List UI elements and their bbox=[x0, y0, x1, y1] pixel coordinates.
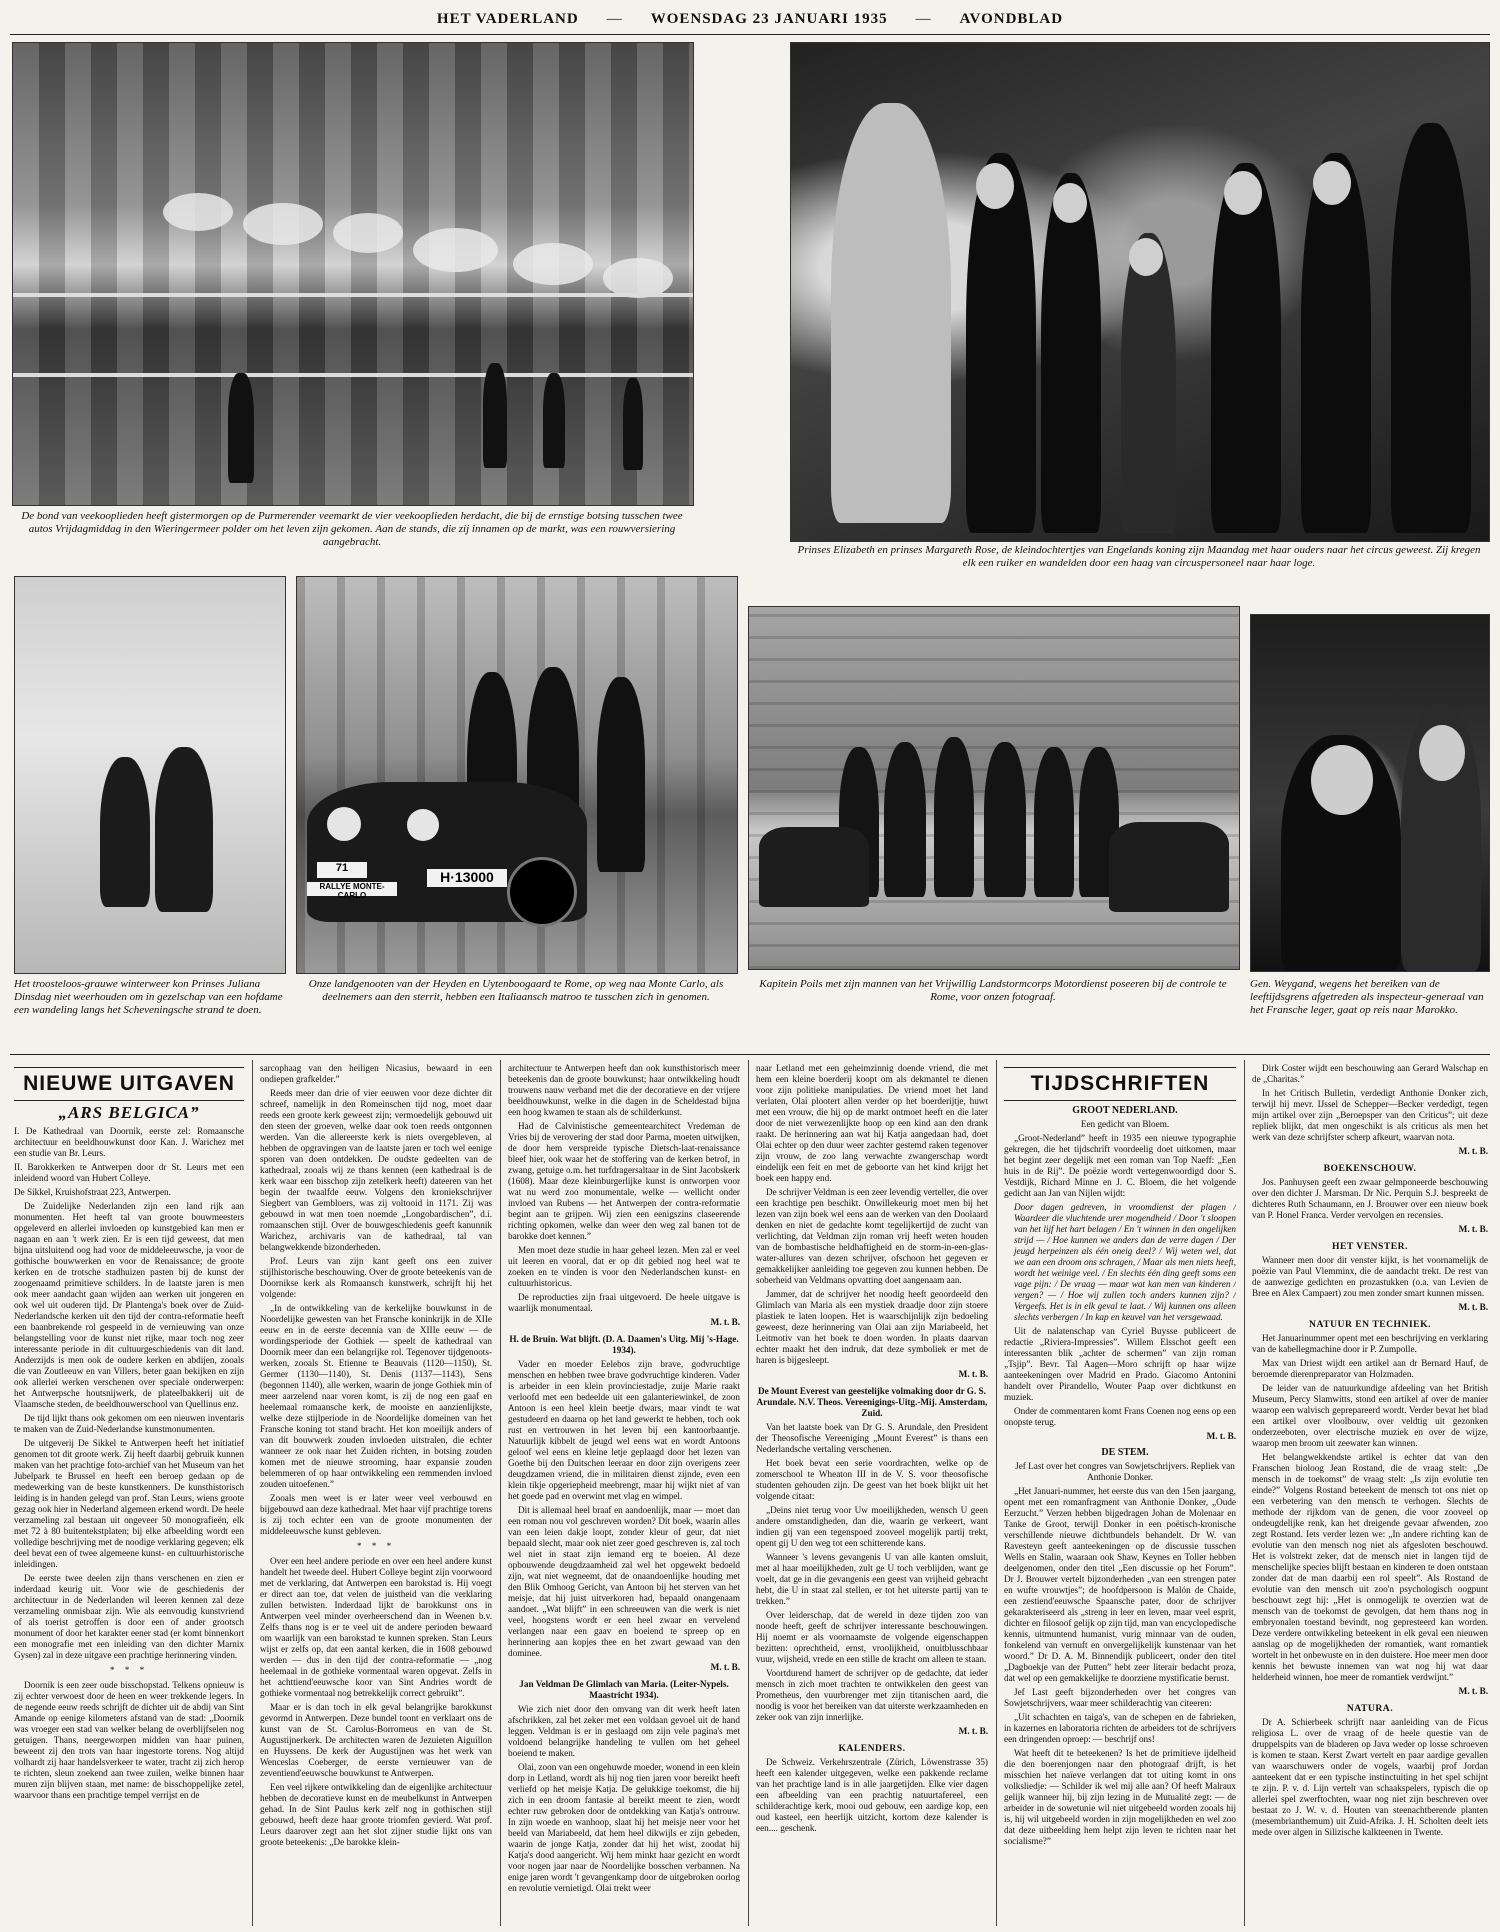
caption-cattle-market: De bond van veekooplieden heeft gistermorgen op de Purmerender veemarkt de vier veekooplieden herdacht, die bij de ernstige botsing tusschen twee autos Vrijdagmiddag in den Wieringermeer polder om het leven zijn gekomen. Aan de stands, die zij innamen op de markt, was een rouwversiering aangebracht. bbox=[21, 510, 683, 548]
edition-name: AVONDBLAD bbox=[959, 10, 1064, 27]
caption-rally-car: Onze landgenooten van der Heyden en Uytenboogaard te Rome, op weg naa Monte Carlo, als deelnemers aan den sterrit, hebben een Italiaansch matroo te tusschen zich in genomen. bbox=[308, 978, 724, 1003]
author-signature: M. t. B. bbox=[710, 1317, 740, 1327]
paragraph: Over een heel andere periode en over een heel andere kunst handelt het tweede deel. Hubert Colleye begint zijn voorwoord met de verklaring, dat Antwerpen een barokstad is. Hij voegt er direct aan toe, dat velen de juistheid van die verklaring zullen betwisten. Inderdaad lijkt de barokkunst ons in Antwerpen veel minder overheerschend dan in Weenen b.v. Zelfs thans nog is er te veel uit de andere perioden bewaard om waarlijk van een barokstad te kunnen spreken. Stan Leurs wijst er zelfs op, dat een aantal kerken, die in 1608 gebouwd werden — dus in den tijd der contra-reformatie — „nog heelemaal in de gothieke vormentaal waren opgevat. Zelfs in het achttiend'eeuwsche koor van Sint Andries wordt de gothieke vormentaal nog betrekkelijk correct gebruikt”. bbox=[260, 1556, 492, 1698]
column-book-reviews-continued bbox=[756, 1063, 988, 1925]
caption-general-weygand: Gen. Weygand, wegens het bereiken van de leeftijdsgrens afgetreden als inspecteur-generaal van het Fransche leger, gaat op reis naar Marokko. bbox=[1250, 978, 1484, 1016]
column-book-reviews bbox=[508, 1063, 740, 1925]
quotation: Wanneer 's levens gevangenis U van alle kanten omsluit, met al haar moeilijkheden, zult ge U toch verblijden, want ge voelt, dat ge in die gevangenis een geest van vrijheid gebracht hebt, die U in staat zal stellen, er tot het uiterste partij van te trekken.” bbox=[756, 1552, 988, 1606]
masthead-separator: — bbox=[915, 10, 932, 27]
author-signature: M. t. B. bbox=[958, 1726, 988, 1736]
review-heading: H. de Bruin. Wat blijft. (D. A. Daamen's Uitg. Mij 's-Hage. 1934). bbox=[509, 1334, 739, 1355]
photo-cattle-market bbox=[12, 42, 694, 506]
paragraph: Doornik is een zeer oude bisschopstad. Telkens opnieuw is zij echter verwoest door de heen en weer trekkende legers. In de negende eeuw reeds schrijft de dichter uit de abdij van Sint Amande op eenige kilometers afstand van de stad: „Doornik was vroeger een stad van welker belang de overblijfselen nog getuigen. Thans, neergeworpen midden van haar puinen, beweent zij den trots van haar ingestorte torens. Nog altijd volhardt zij haar handelsverkeer te water, tracht zij zich herop te richten, sleun zoekend aan twee zuilen, welke binnen haar muren zijn blijven staan, met name: de bisschoppelijke zetel, waarvoor thans een prachtige tempel verrijst en de bbox=[14, 1680, 244, 1800]
column-rule bbox=[748, 1060, 749, 1926]
column-rule bbox=[996, 1060, 997, 1926]
paragraph: naar Letland met een geheimzinnig doende vriend, die met hem een kleine boerderij koopt om als dekmantel te dienen voor zijn politieke manipulaties. De vriend moet het land verlaten, Olai plootert allen verder op het boerderijtje, huwt met een vrouw, die hij op de markt ontmoet heeft en die later door de niet verwezenlijkte hoop op een kind aan den drank raakt. De herinnering aan wat hij Katja aangedaan had, doet Olai echter op den duur weer zachter gestemd raken tegenover zijn vrouw, de zoo lang verwachte zwangerschap wordt eindelijk een feit en met de geboorte van het kind krijgt het boek een happy end. bbox=[756, 1063, 988, 1183]
paragraph: Men moet deze studie in haar geheel lezen. Men zal er veel uit leeren en vooral, dat er op dit gebied nog heel wat te zoeken en te vinden is voor den Nederlandschen kunst- en cultuurhistoricus. bbox=[508, 1245, 740, 1288]
license-plate: H·13000 bbox=[427, 869, 507, 887]
quotation: Wat heeft dit te beteekenen? Is het de primitieve ijdelheid die den boerenjongen naar den photograaf drijft, is het misschien het naïeve verlangen dat tot uiting komt in ons volksliedje: — Schilder ik wel mij alle aan? Of heeft Malraux gelijk wanneer hij, bij zijn lezing in de Mutualité zegt: — de arbeider in de sowetunie wil niet uitgebeeld worden zooals hij is, hij wil uitgebeeld worden in zijn mogelijkheden en wel zoo dat deze uitbeelding hem helpt zijn leven te richten naar het socialisme?” bbox=[1004, 1748, 1236, 1846]
magazine-heading: NATURA. bbox=[1346, 1703, 1394, 1714]
paragraph: Onder de commentaren komt Frans Coenen nog eens op een onopste terug. bbox=[1004, 1406, 1236, 1427]
paragraph: De Zuidelijke Nederlanden zijn een land rijk aan monumenten. Het heeft tal van groote bouwmeesters opgeleverd en allerlei invloeden op kunstgebied kan men er nagaan en aan 't werk zien. Er is een tijd geweest, dat men bijna uitsluitend oog had voor de middeleeuwsche, ja voor de gothische bouwwerken en voor de Renaissance; de groote kerken en de trotsche stadhuizen pasten bij de kunst der zoogenaamd primitieve schilders. In de laatste jaren is men ook meer aandacht gaan wijden aan werken uit jongeren en ook wel uit ouderen tijd. Dr Plantenga's boek over de Zuid-Nederlandsche kerken uit den tijd der contra-reformatie heeft een baanbrekende rol gespeeld in de vernieuwing van onze belangstelling voor de kunst niet rijke, maar toch nog zeer interessante periode in dit cultuurgeschiedenis van dit land. Anderzijds is men ook de oudere kerken en abdijen, zooals die van Zoutleeuw en van Villers, beter gaan bekijken en zijn ook allerlei werken verschenen over speciale onderwerpen: het Antwerpsche houtsnijwerk, de plateelbakkerij uit de Vlaamsche steden, de beeldhouwerschool van Quellinus enz. bbox=[14, 1201, 244, 1409]
magazine-heading: HET VENSTER. bbox=[1331, 1241, 1409, 1252]
column-nieuwe-uitgaven bbox=[14, 1063, 244, 1925]
author-signature: M. t. B. bbox=[1458, 1302, 1488, 1312]
paragraph: Van het laatste boek van Dr G. S. Arundale, den President der Theosofische Vereeniging „Mount Everest” is thans een Nederlandsche vertaling verschenen. bbox=[756, 1422, 988, 1454]
paragraph: Dirk Coster wijdt een beschouwing aan Gerard Walschap en de „Charitas.” bbox=[1252, 1063, 1488, 1084]
paragraph: De schrijver Veldman is een zeer levendig verteller, die over een krachtige pen beschikt. Onwillekeurig moet men bij het lezen van zijn boek wel eens aan de werken van den Doolaard denken en niet de gedachte komt tegelijkertijd de zucht van verlichting, dat Veldman zijn roman vrij heeft weten houden van de bombastische heldhaftigheid en de storm-in-een-glas-water-allures van dezen schrijver, ofschoon het gegeven er gemakkelijker aanleiding toe gegeven zou kunnen hebben. De soberheid van Veldmans opvatting doet aangenaam aan. bbox=[756, 1187, 988, 1285]
paragraph: De reproducties zijn fraai uitgevoerd. De heele uitgave is waarlijk monumentaal. bbox=[508, 1292, 740, 1313]
paragraph: Jos. Panhuysen geeft een zwaar gelmponeerde beschouwing over den dichter J. Marsman. Dr Nic. Perquin S.J. bespreekt de dichteres Ruth Schaumann, en J. Brouwer over een nieuw boek van P. Honel Franca. Verder vervolgen en recensies. bbox=[1252, 1177, 1488, 1220]
rally-plate: RALLYE MONTE-CARLO bbox=[307, 882, 397, 896]
quotation: „Uit schachten en taiga's, van de schepen en de fabrieken, in kazernes en laboratoria richten de arbeiders tot de schrijvers een dringenden oproep: — beschrijf ons! bbox=[1004, 1712, 1236, 1744]
photo-rally-car-rome bbox=[296, 576, 738, 974]
paragraph: De eerste twee deelen zijn thans verschenen en zien er inderdaad keurig uit. Voor wie de geschiedenis der architectuur in de Nederlanden wil leeren kennen zal deze verzameling onmisbaar zijn. Wie als eenvoudig kunstvriend of als toerist getroffen is door een of ander grootsch monument of door het karakter eener stad (er komt binnenkort een monografie met een inleiding van den dichter Marnix Gysen) zal in deze uitgave een prachtige herinnering vinden. bbox=[14, 1573, 244, 1660]
paragraph: In het Critisch Bulletin, verdedigt Anthonie Donker zich, terwijl hij mevr. IJssel de Schepper—Becker verdedigt, tegen mijn artikel over zijn „Beroepsper van den Criticus”; uit deze repliek blijkt, dat men ongeschikt is als criticus als men het werk van deze schrijfster scherp afkeurt, waarvan nota. bbox=[1252, 1088, 1488, 1142]
paragraph: Zooals men weet is er later weer veel verbouwd en bijgebouwd aan deze kathedraal. Met haar vijf prachtige torens is zij toch echter een van de groote monumenten der middeleeuwsche kunst gebleven. bbox=[260, 1493, 492, 1536]
paragraph: De leider van de natuurkundige afdeeling van het British Museum, Percy Slamwitts, stond een artikel af over de manier waarop een walvisch geprepareerd wordt. Verder bevat het blad een artikel over vloolbouw, over veldtig uit gezonken onderzeeboten, over electrische muziek en over de wijze, waarop men broom uit zeewater kan winnen. bbox=[1252, 1383, 1488, 1448]
author-signature: M. t. B. bbox=[1206, 1431, 1236, 1441]
paragraph: Een veel rijkere ontwikkeling dan de eigenlijke architectuur hebben de decoratieve kunst en de meubelkunst in Antwerpen gehad. In de Sint Paulus kerk zelf nog in gothischen stijl gebouwd, heeft deze haar groote triomfen gevierd. Wat prof. Leurs daarover zegt aan het slot zijner studie lijkt ons van groote beteekenis: „De barokke klein- bbox=[260, 1782, 492, 1847]
paragraph: „Het Januari-nummer, het eerste dus van den 15en jaargang, opent met een romanfragment van Anthonie Donker, „Oude Eerzucht.” Verzen hebben bijgedragen Johan de Molenaar en Tanke de Groot, terwijl Donker in een poëtisch-kronische verschillende nieuwe dichtbundels behandelt. Dr W. van Ravesteyn geeft aanteekeningen op de discussie tusschen Wells en Stalin, waaraan ook Shaw, Keynes en Toller hebben deelgenomen, onder den titel „Een discussie op het Forum”. Dr J. Brouwer vertelt bijzonderheden „van een strengen pater en wufte vrouwtjes”; de hoofdpersoon is Malón de Chaide, een zestiend'eeuwsche Spaansche pater, door de schrijver gekarakteriseerd als „streng in leer en leven, maar veel esprit, dichter en filosoof gelijk op zijn tijd, man van encyclopedische kennis, uitmuntend humanist, vurig minnaar van de ouden, fonkelend van vernuft en onvergelijkelijk kunstenaar van het woord.” Dr D. A. M. Binnendijk publiceert, onder den titel „Dagboekje van der Putten” hebt zeer literair bedacht proza, dat wel op een gemakkelijke te doorziene mystificatie berust. bbox=[1004, 1486, 1236, 1683]
magazine-heading: BOEKENSCHOUW. bbox=[1323, 1163, 1417, 1174]
section-title-tijdschriften: TIJDSCHRIFTEN bbox=[1030, 1072, 1210, 1095]
paragraph: Had de Calvinistische gemeentearchitect Vredeman de Vries bij de verovering der stad door Parma, moeten uitwijken, de door hem verspreide typische Dietsch-laat-renaissance bleef hier, ook waar het de stoffering van de kerken betrof, in zwang, getuige o.m. het turfdragersaltaar in de Sint Jacobskerk (1608). Maar deze kleinburgerlijke kunst is ontworpen voor wat nu werd zoo monumentale, welke — wellicht onder invloed van Rubens — het Antwerpen der contra-reformatie begint aan te grijpen. Wij zien een eenigszins claseerende richting opkomen, welke dan weer den weg zal banen tot de barokke doet kennen.” bbox=[508, 1121, 740, 1241]
section-heading-kalenders: KALENDERS. bbox=[838, 1743, 906, 1754]
paragraph: architectuur te Antwerpen heeft dan ook kunsthistorisch meer beteekenis dan de groote bouwkunst; haar ontwikkeling houdt trouwens nauw verband met die der decoratieve en der vrijere beeldhouwkunst, welke in die dagen in de Scheldestad bijna een hoog kwamen te staan als de schilderkunst. bbox=[508, 1063, 740, 1117]
paragraph: Dit is allemaal heel braaf en aandoenlijk, maar — moet dan een roman nou vol geschreven worden? Dit boek, waarin alles van een leien dakje loopt, zonder kleur of geur, dat niet bepaald slecht, maar ook niet zeer goed geschreven is, zal toch wel niet in staat zijn iemand erg te boeien. Al deze opbouwende deugdzaamheid zal wel het opgewekt bedoeld zijn, wat niet wegneemt, dat de onaandoenlijke houding met den Blik Omhoog Gericht, van Antoon bij het sterven van het meisje, dat hij juist uitverkoren had, bepaald onangenaam aandoet. „Wat blijft” in een schreeuwen van die werk is niet veel, hoogstens wordt er een heel zwaar en vervelend verlangen naar een gaav en boeiend te spreep op en herinnering aan kopjes thee en het zwart gewaad van den dominee. bbox=[508, 1505, 740, 1658]
paragraph: Voortdurend hamert de schrijver op de gedachte, dat ieder mensch in zich moet trachten te ontwikkelen den geest van Prometheus, den vuurbrenger met zijn titanischen aard, die noodig is voor het bereiken van dat uiterste werkzaamheden en zeker ook van zijn innerlijke. bbox=[756, 1668, 988, 1722]
photo-captain-poils-rome bbox=[748, 606, 1240, 970]
paragraph: sarcophaag van den heiligen Nicasius, bewaard in een ondiepen grafkelder.” bbox=[260, 1063, 492, 1084]
paragraph: De Schweiz. Verkehrszentrale (Zürich, Löwenstrasse 35) heeft een kalender uitgegeven, welke een pakkende reclame van het prachtige land is in alle jaargetijden. Elke vier dagen een afbeelding van een prachtig natuurtafereel, een schilderachtige kerk, mooi oud gebouw, een aardige kop, een oud kasteel, een heerlijk uitzicht, kortom deze kalender is een.... geschenk. bbox=[756, 1757, 988, 1833]
paragraph: Wanneer men door dit venster kijkt, is het voornamelijk de poëzie van Paul Vlemminx, die de aandacht trekt. De rest van de aanwezige gedichten en prozastukken (o.a. van Levien de Bree en Alex Campaert) zou men zonder smart kunnen missen. bbox=[1252, 1255, 1488, 1298]
photo-princesses-circus bbox=[790, 42, 1490, 542]
author-signature: M. t. B. bbox=[1458, 1146, 1488, 1156]
author-signature: M. t. B. bbox=[1458, 1224, 1488, 1234]
paragraph: Reeds meer dan drie of vier eeuwen voor deze dichter dit schreef, namelijk in den Romeinschen tijd nog, moet daar reeds een groote kerk geweest zijn; vermoedelijk gebouwd uit den steen der groeven, welke daar ook toen reeds ontgonnen werden. Van die allereerste kerk is niets overgebleven, al hebben de opgravingen van de laatste jaren er toch wel eenige sporen van doen ontdekken. De oudste gedeelten van de kathedraal, zooals wij ze thans kennen (een kathedraal is de kerk waar een bisschop zijn zetelkerk heeft) dateeren van het begin der twaalfde eeuw. Volgens den kroniekschrijver Siegbert van Gembloers, was zij voltooid in 1171. Zij was gebouwd in wat men toen noemde „Longobardischen”, d.i. romaanschen stijl. Over de bouwgeschiedenis geeft kanunnik Warichez, archivaris van de kathedraal, tal van belangwekkende bizonderheden. bbox=[260, 1088, 492, 1252]
car-number: 71 bbox=[317, 862, 367, 878]
paragraph: Dr A. Schierbeek schrijft naar aanleiding van de Ficus religiosa L. over de vraag of de heele questie van de druppelspits van de bladeren op Java weder op losse schroeven is komen te staan. Kerst Zwart vertelt en paar aardige gevallen van waarschuwers onder de vogels, waarbij prof Jordan aanteekent dat er een typische instinctuiting in het spel schijnt te zijn. P. v. d. Lijn vertelt van schaakspelers, typisch die op allerlei spel zwerftochten, waar nog niet zijn beschreven over bestaat zo J. W. v. d. Houten van steenachtberende planten (mesembrianthemum) uit Zuid-Afrika. J. H. Scholten deelt iets mede over algen in Silizische kalkteenen in Twente. bbox=[1252, 1717, 1488, 1837]
column-rule bbox=[252, 1060, 253, 1926]
paragraph: Olai, zoon van een ongehuwde moeder, wonend in een klein dorp in Letland, wordt als hij nog tien jaren voor bereikt heeft verliefd op het meisje Katja. De gelukkige toekomst, die hij zich in een droom fantasie al bereikt meent te zien, wordt echter ruw gebroken door de ontdekking van Katja's ontrouw. In zijn woede en wanhoop, slaat hij het meisje neer voor het beeld van Mariabeeld, dat hem heel dikwijls er zijn gebeden, waarin de jonge Katja, zonder dat hij het wist, zoodat hij Katja's dood aangericht. Wij hem minkt haar gezicht en wordt voor nogen jaar naar de Noordelijke bosschen verbannen. Na enige jaren wordt 't gevangenkamp door de uitgebroken oorlog en revolutie vernietigd. Olai trekt weer bbox=[508, 1762, 740, 1893]
paragraph: De tijd lijkt thans ook gekomen om een nieuwen inventaris te maken van de Zuid-Nederlandse kunstmonumenten. bbox=[14, 1413, 244, 1434]
review-heading: Jan Veldman De Glimlach van Maria. (Leiter-Nypels. Maastricht 1934). bbox=[519, 1679, 729, 1700]
magazine-heading: GROOT NEDERLAND. bbox=[1072, 1105, 1178, 1116]
photo-general-weygand bbox=[1250, 614, 1490, 972]
review-heading: De Mount Everest van geestelijke volmaking door dr G. S. Arundale. N.V. Theos. Vereenigings-Uitg.-Mij. Amsterdam, Zuid. bbox=[756, 1386, 988, 1418]
caption-princesses-circus: Prinses Elizabeth en prinses Margareth Rose, de kleindochtertjes van Engelands koning zijn Maandag met haar ouders naar het circus geweest. Zij kregen elk een ruiker en wandelden door een haag van circuspersoneel naar haar loge. bbox=[797, 544, 1481, 569]
paragraph: Uit de nalatenschap van Cyriel Buysse publiceert de redactie „Riviera-Impressies”. Willem Elsschot geeft een interessanten blik „achter de schermen” van zijn roman „Tsjip”. Bevr. Tal Aagen—Moro schrijft op haar wijze aanteekeningen over Madrid en Prado. Giacomo Antonini handelt over Pirandello, Wouter Paap over dichtkunst en muziek. bbox=[1004, 1326, 1236, 1402]
masthead-separator: — bbox=[606, 10, 623, 27]
magazine-heading: DE STEM. bbox=[1101, 1447, 1149, 1458]
article-title-ars-belgica: „ARS BELGICA” bbox=[58, 1103, 200, 1122]
author-signature: M. t. B. bbox=[710, 1662, 740, 1672]
paragraph: Jammer, dat de schrijver het noodig heeft geoordeeld den Glimlach van Maria als een mystiek draadje door zijn stoere plastiek te laten loopen. Het is waarschijnlijk zijn bedoeling geweest, deze herinnering van Olai aan zijn Mariabeeld, het Leitmotiv van het boek te doen worden. In plaats daarvan echter maakt het den indruk, dat deze symboliek er met de haren is bijgesleept. bbox=[756, 1289, 988, 1365]
author-signature: M. t. B. bbox=[1458, 1686, 1488, 1696]
masthead bbox=[10, 6, 1490, 32]
publisher-line: De Sikkel, Kruishofstraat 223, Antwerpen. bbox=[14, 1187, 171, 1197]
section-break: * * * bbox=[109, 1665, 149, 1675]
section-break: * * * bbox=[356, 1541, 396, 1551]
paragraph: Het boek bevat een serie voordrachten, welke op de zomerschool te Wheaton III in de V. S. voor theosofische studenten gehouden zijn. De geest van het boek blijkt uit het volgende citaat: bbox=[756, 1458, 988, 1501]
column-rule bbox=[500, 1060, 501, 1926]
paper-name: HET VADERLAND bbox=[436, 10, 579, 27]
caption-captain-poils: Kapitein Poils met zijn mannen van het Vrijwillig Landstormcorps Motordienst poseeren bij de controle te Rome, voor onzen fotograaf. bbox=[759, 978, 1227, 1003]
column-ars-belgica-continued bbox=[260, 1063, 492, 1925]
column-tijdschriften-continued bbox=[1252, 1063, 1488, 1925]
author-signature: M. t. B. bbox=[958, 1369, 988, 1379]
paragraph: Over leiderschap, dat de wereld in deze tijden zoo van noode heeft, geeft de schrijver interessante beschouwingen. Hij noemt er als voornaamste de volgende eigenschappen bezitten: oprechtheid, ernst, vroolijkheid, onuitblusschbaar vuur, wijsheid, vrede en een stille de kracht om alleen te staan. bbox=[756, 1610, 988, 1664]
quotation: „Deins niet terug voor Uw moeilijkheden, wensch U geen andere omstandigheden, dan die, waarin ge verkeert, want indien gij van een tegenspoed zooveel mogelijk partij trekt, opent gij U den weg tot een schitterende kans. bbox=[756, 1505, 988, 1548]
section-rule bbox=[10, 1054, 1490, 1055]
paragraph: Prof. Leurs van zijn kant geeft ons een zuiver stijlhistorische beschouwing. Over de groote beteekenis van de Doornikse kerk als Romaansch kunstwerk, schrijft hij het volgende: bbox=[260, 1256, 492, 1299]
photo-princess-juliana-beach bbox=[14, 576, 286, 974]
paragraph: Jef Last geeft bijzonderheden over het congres van Sowjetschrijvers, waar meer schilderachtig van citeeren: bbox=[1004, 1687, 1236, 1708]
magazine-subheading: Jef Last over het congres van Sowjetschrijvers. Repliek van Anthonie Donker. bbox=[1015, 1461, 1235, 1482]
paragraph: „Groot-Nederland” heeft in 1935 een nieuwe typographie gekregen, die het tijdschrift voordeelig doet uitkomen, maar het begint zeer degelijk met een roman van Top Naeff: „Een huis in de Rij”. De poëzie wordt vertegenwoordigd door S. Vestdijk, Richard Minne en J. C. Bloem, die het volgende gedicht aan Jan van Nijlen wijdt: bbox=[1004, 1133, 1236, 1198]
column-rule bbox=[1244, 1060, 1245, 1926]
masthead-rule bbox=[10, 34, 1490, 35]
poem: Door dagen gedreven, in vroomdienst der plagen / Waardeer die vluchtende urer mogendheid / Door 't sloopen van het lijf het hart belagen / En 't winnen in den ongelijken strijd — / Hoe kunnen we anders dan de verre dagen / Der jeugd herpeinzen als één oneig deel? / Wij weten wel, dat we aan een droom ons schragen, / Maar als men niets heeft, wordt het weinige veel. / En slechts één ding geeft soms een vage pijn: / De vraag — maar wat kan men van kinderen / vergen? — / Hoe wij zullen toch anders kunnen zijn? / Vergeefs. Het is in elk geval te laat. / Wij kunnen ons alleen slechts verbergen / In kap en keuvel van het versgewaad. bbox=[1014, 1202, 1236, 1322]
paragraph: Max van Driest wijdt een artikel aan dr Bernard Hauf, de beroemde dierenpreparator van Holzmaden. bbox=[1252, 1358, 1488, 1379]
caption-princess-juliana: Het troosteloos-grauwe winterweer kon Prinses Juliana Dinsdag niet weerhouden om in gezelschap van een hofdame een wandeling langs het Scheveningsche strand te doen. bbox=[14, 978, 283, 1016]
paragraph: Het belangwekkendste artikel is echter dat van den Franschen bioloog Jean Rostand, die de vraag stelt: „De mensch in de toekomst” de vraag stelt: „Is zijn evolutie ten einde?” Volgens Rostand beteekent de mensch tot ons niet op een verbetering van den mensch te verhogen. Slechts de methode der rijkdom van de genen, die voor zooveel op ondeugdelijke renk, kan het dreigende gevaar afwenden, zoo zegt Rostand. Iets verder lezen we: „In andere richting kan de evolutie van den mensch nog niet als afgesloten beschouwd. Het is volstrekt zeker, dat de mensch niet in langen tijd de menschelijke species blijft bestaan en kinderen te doen ontstaan zonder dat de man daarbij een rol speelt”. Als Rostand de evolutie van den mensch uit zoo'n psychologisch oogpunt beschouwt zegt hij: „Het is onmogelijk te overzien wat de mensch van de toekomst de gevolgen, dat hem thans nog in embryonalen toestand bevindt, nog gepresteerd kan worden. Deze verdere ontwikkeling beteekent in elk geval een nieuwen aanslag op de mogelijkheden der romantiek, want romantiek wortelt in het onbewuste en in den duistere. Hoe meer men door kennis het bewuste innemen van wat nog hij wat daar helderheid winnen, hoe meer de romantiek verdwijnt.” bbox=[1252, 1452, 1488, 1682]
paragraph: Het Januarinummer opent met een beschrijving en verklaring van de kabellegmachine door ir P. Zumpolle. bbox=[1252, 1333, 1488, 1354]
magazine-heading: NATUUR EN TECHNIEK. bbox=[1309, 1319, 1431, 1330]
paragraph: De uitgeverij De Sikkel te Antwerpen heeft het initiatief genomen tot dit groote werk. Zij heeft daarbij gebruik kunnen maken van het prachtige foto-archief van het Museum van het Jubelpark te Brussel en heeft een beroep gedaan op de medewerking van de beste kunstkenners. De kunsthistorisch leiding is in handen gelegd van prof. Stan Leurs, wiens groote gezag ook hier in Nederland algemeen erkend wordt. De heele verzameling zal bestaan uit ongeveer 50 monografieën, elk met 72 à 80 buitentekstplaten; bij elke afbeelding wordt een volledige beschrijving met de noodige verklaring gegeven; elk deel bevat een of twee algemeene kunst- en cultuurhistorische inleidingen. bbox=[14, 1438, 244, 1569]
book-entry: I. De Kathedraal van Doornik, eerste zel: Romaansche architectuur en beeldhouwkunst door Kan. J. Warichez met een studie van Br. Leurs. bbox=[14, 1126, 244, 1158]
column-tijdschriften bbox=[1004, 1063, 1236, 1925]
magazine-subheading: Een gedicht van Bloem. bbox=[1080, 1119, 1170, 1129]
paragraph: Maar er is dan toch in elk geval belangrijke barokkunst gevormd in Antwerpen. Deze bundel toont en verklaart ons de kunst van de St. Carolus-Borromeus en van de St. Augustijnerkerk. De architecten waren de Jezuieten Aiguillon en Huyssens. De kerk der Augustijnen was het werk van Wenceslas Coeberger, de eerste vernieuwer van de zeventiend'eeuwsche bouwkunst te Antwerpen. bbox=[260, 1702, 492, 1778]
section-title-nieuwe-uitgaven: NIEUWE UITGAVEN bbox=[23, 1072, 235, 1095]
issue-date: WOENSDAG 23 JANUARI 1935 bbox=[650, 10, 888, 27]
paragraph: Wie zich niet door den omvang van dit werk heeft laten afschrikken, zal het zeker met een voldaan gevoel uit de hand leggen. Veldman is er in geslaagd om zijn vele pagina's met voldoend belangrijke handeling te vullen om het geheel boeiend te maken. bbox=[508, 1704, 740, 1758]
book-entry: II. Barokkerken te Antwerpen door dr St. Leurs met een inleidend woord van Hubert Colleye. bbox=[14, 1162, 244, 1183]
paragraph: Vader en moeder Eelebos zijn brave, godvruchtige menschen en hebben twee brave godvruchtige kinderen. Vader is arbeider in een klein provinciestadje, zuije Marie raakt verloofd met een bedeelde uit een galanteriewinkel, de zoon Antoon is een heel klein beetje dwars, maar vindt te wat gestudeerd en daarna op het land gewerkt te hebben, toch ook rust en vertrouwen in het leven bij een kantoorbaantje. Natuurlijk kibbelt de jeugd wel eens wat en wordt Antoons geloof wel eens en kleine letje geplaagd door het lezen van Goethe bij den Duitschen leeraar en door zijn overigens zeer deugdzamen vriend, die in militairen dienst zijnde, even een klein tikje opgeriepheid meebrengt, maar hij wijkt niet af van het goede pad en overwint met vlag en wimpel. bbox=[508, 1359, 740, 1501]
paragraph: „In de ontwikkeling van de kerkelijke bouwkunst in de Noordelijke gewesten van het Fransche koninkrijk in de XIIe eeuw en in de eerste decennia van de XIIIe eeuw — de wordingsperiode der Gothiek — speelt de kathedraal van Doornik meer dan een belangrijke rol. Tegenover tijdgenoots-werken, zooals St. Etienne te Beauvais (1120—1150), St. Germer (1130—1140), St. Denis (1137—1143), Sens (begonnen 1140), alle werken, waarin de jonge Gothiek min of meer aarzelend naar voren komt, is zij de nog een gaaf en heelemaal romaansche kerk, de mooiste en aanzienlijkste, welke deze stijlperiode in de Noordelijke domeinen van het Fransche koning tot stand bracht. Het kon moeilijk anders of van dit bouwwerk zouden invloeden uitstralen, die echter wanneer ze ook naar het Zuiden richten, in botsing zouden komen met de nieuwe strooming, haar expansie zouden belemmeren of op haar ontwikkeling een remmenden invloed zouden uitoefenen.” bbox=[260, 1303, 492, 1489]
